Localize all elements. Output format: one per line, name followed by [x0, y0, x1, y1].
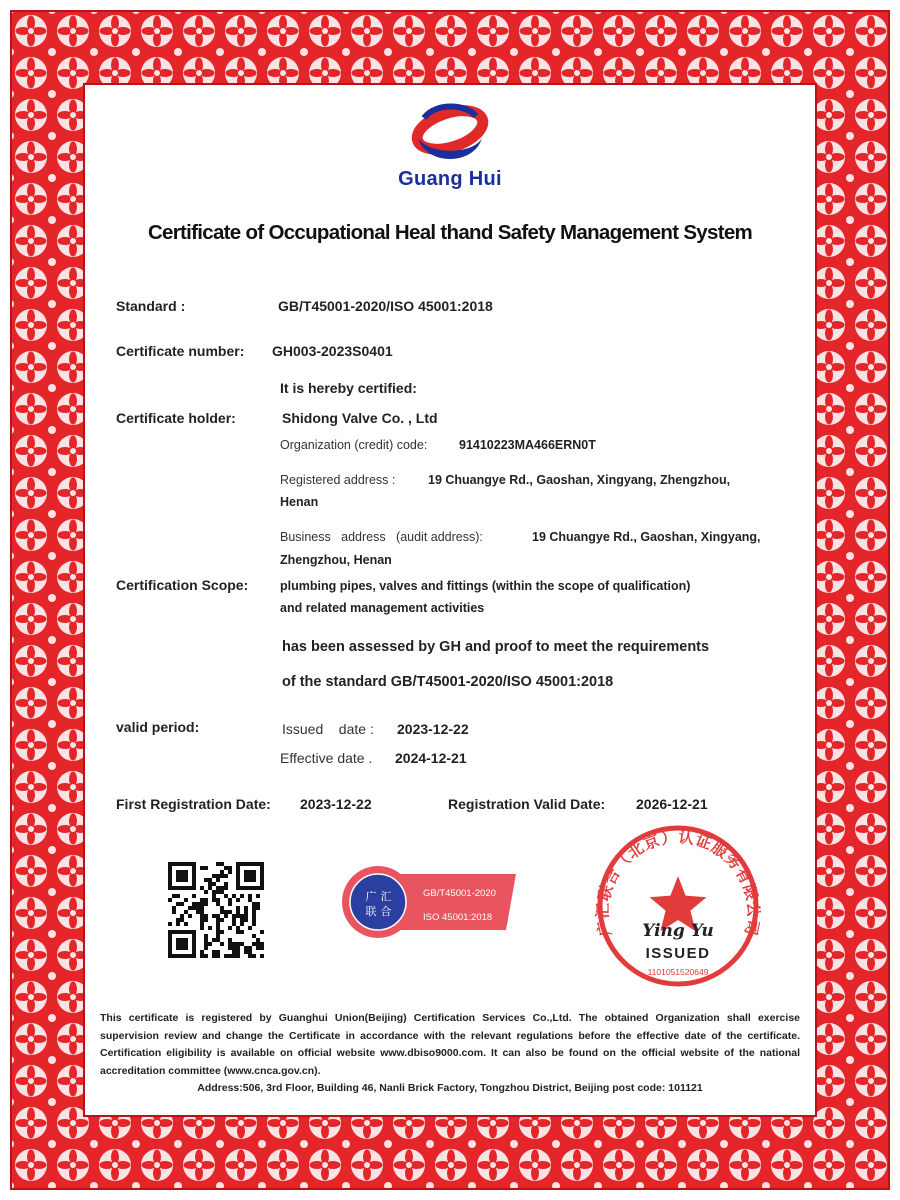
scope-line2: and related management activities [280, 601, 485, 615]
registration-valid-label: Registration Valid Date: [448, 796, 606, 812]
qr-code [168, 862, 264, 958]
standard-value: GB/T45001-2020/ISO 45001:2018 [278, 298, 493, 314]
footer-paragraph: This certificate is registered by Guanghui Union(Beijing) Certification Services Co.,Ltd. The obtained Organization shall exercise supervision review and change the Certificate in accordance with the relevant regulations before the effective date of the certificate. Certification eligibility is available on official website www.dbiso9000.com. It can also be found on the official website of the national accreditation committee (www.cnca.gov.cn). [100, 1012, 800, 1077]
seal-ring-text: 广汇联合（北京）认证服务有限公司 [593, 828, 763, 938]
badge-char-1: 广 [365, 890, 377, 903]
business-address-line2: Zhengzhou, Henan [280, 553, 392, 567]
badge-standard-line1: GB/T45001-2020 [423, 888, 496, 899]
issued-date-label: Issued date : [282, 721, 374, 737]
assessment-line1: has been assessed by GH and proof to meet the requirements [282, 639, 710, 655]
effective-date-label: Effective date . [280, 750, 373, 766]
seal-issued-stamp: ISSUED [645, 945, 711, 962]
valid-period-label: valid period: [116, 719, 200, 735]
issued-date-value: 2023-12-22 [397, 721, 469, 737]
first-registration-label: First Registration Date: [116, 796, 271, 812]
effective-date-value: 2024-12-21 [395, 750, 467, 766]
assessment-line2: of the standard GB/T45001-2020/ISO 45001:2018 [282, 674, 614, 690]
badge-char-3: 联 [365, 905, 377, 918]
business-address-line1: 19 Chuangye Rd., Gaoshan, Xingyang, [532, 530, 761, 544]
scope-label: Certification Scope: [116, 577, 249, 593]
certificate-title: Certificate of Occupational Heal thand Safety Management System [147, 221, 753, 244]
organization-code-label: Organization (credit) code: [280, 438, 428, 452]
registered-address-label: Registered address : [280, 473, 396, 487]
scope-line1: plumbing pipes, valves and fittings (within the scope of qualification) [280, 579, 691, 593]
seal-signature: Ying Yu [642, 921, 714, 941]
certificate-number-label: Certificate number: [116, 343, 245, 359]
holder-label: Certificate holder: [116, 410, 236, 426]
badge-char-4: 合 [380, 905, 392, 918]
brand-name: Guang Hui [398, 168, 502, 190]
footer-address: Address:506, 3rd Floor, Building 46, Nanli Brick Factory, Tongzhou District, Beijing post code: 101121 [197, 1082, 703, 1094]
certified-intro: It is hereby certified: [280, 380, 417, 396]
badge-standard-line2: ISO 45001:2018 [423, 912, 493, 923]
organization-code-value: 91410223MA466ERN0T [459, 438, 596, 452]
accreditation-badge [338, 862, 528, 942]
registered-address-line2: Henan [280, 495, 319, 509]
holder-value: Shidong Valve Co. , Ltd [282, 410, 438, 426]
registration-valid-value: 2026-12-21 [636, 796, 708, 812]
first-registration-value: 2023-12-22 [300, 796, 372, 812]
badge-char-2: 汇 [380, 890, 392, 903]
seal-number: 1101051520649 [647, 967, 709, 977]
certificate-number-value: GH003-2023S0401 [272, 343, 393, 359]
company-seal [578, 818, 778, 988]
registered-address-line1: 19 Chuangye Rd., Gaoshan, Xingyang, Zhengzhou, [428, 473, 731, 487]
standard-label: Standard : [116, 298, 186, 314]
business-address-label: Business address (audit address): [280, 530, 483, 544]
